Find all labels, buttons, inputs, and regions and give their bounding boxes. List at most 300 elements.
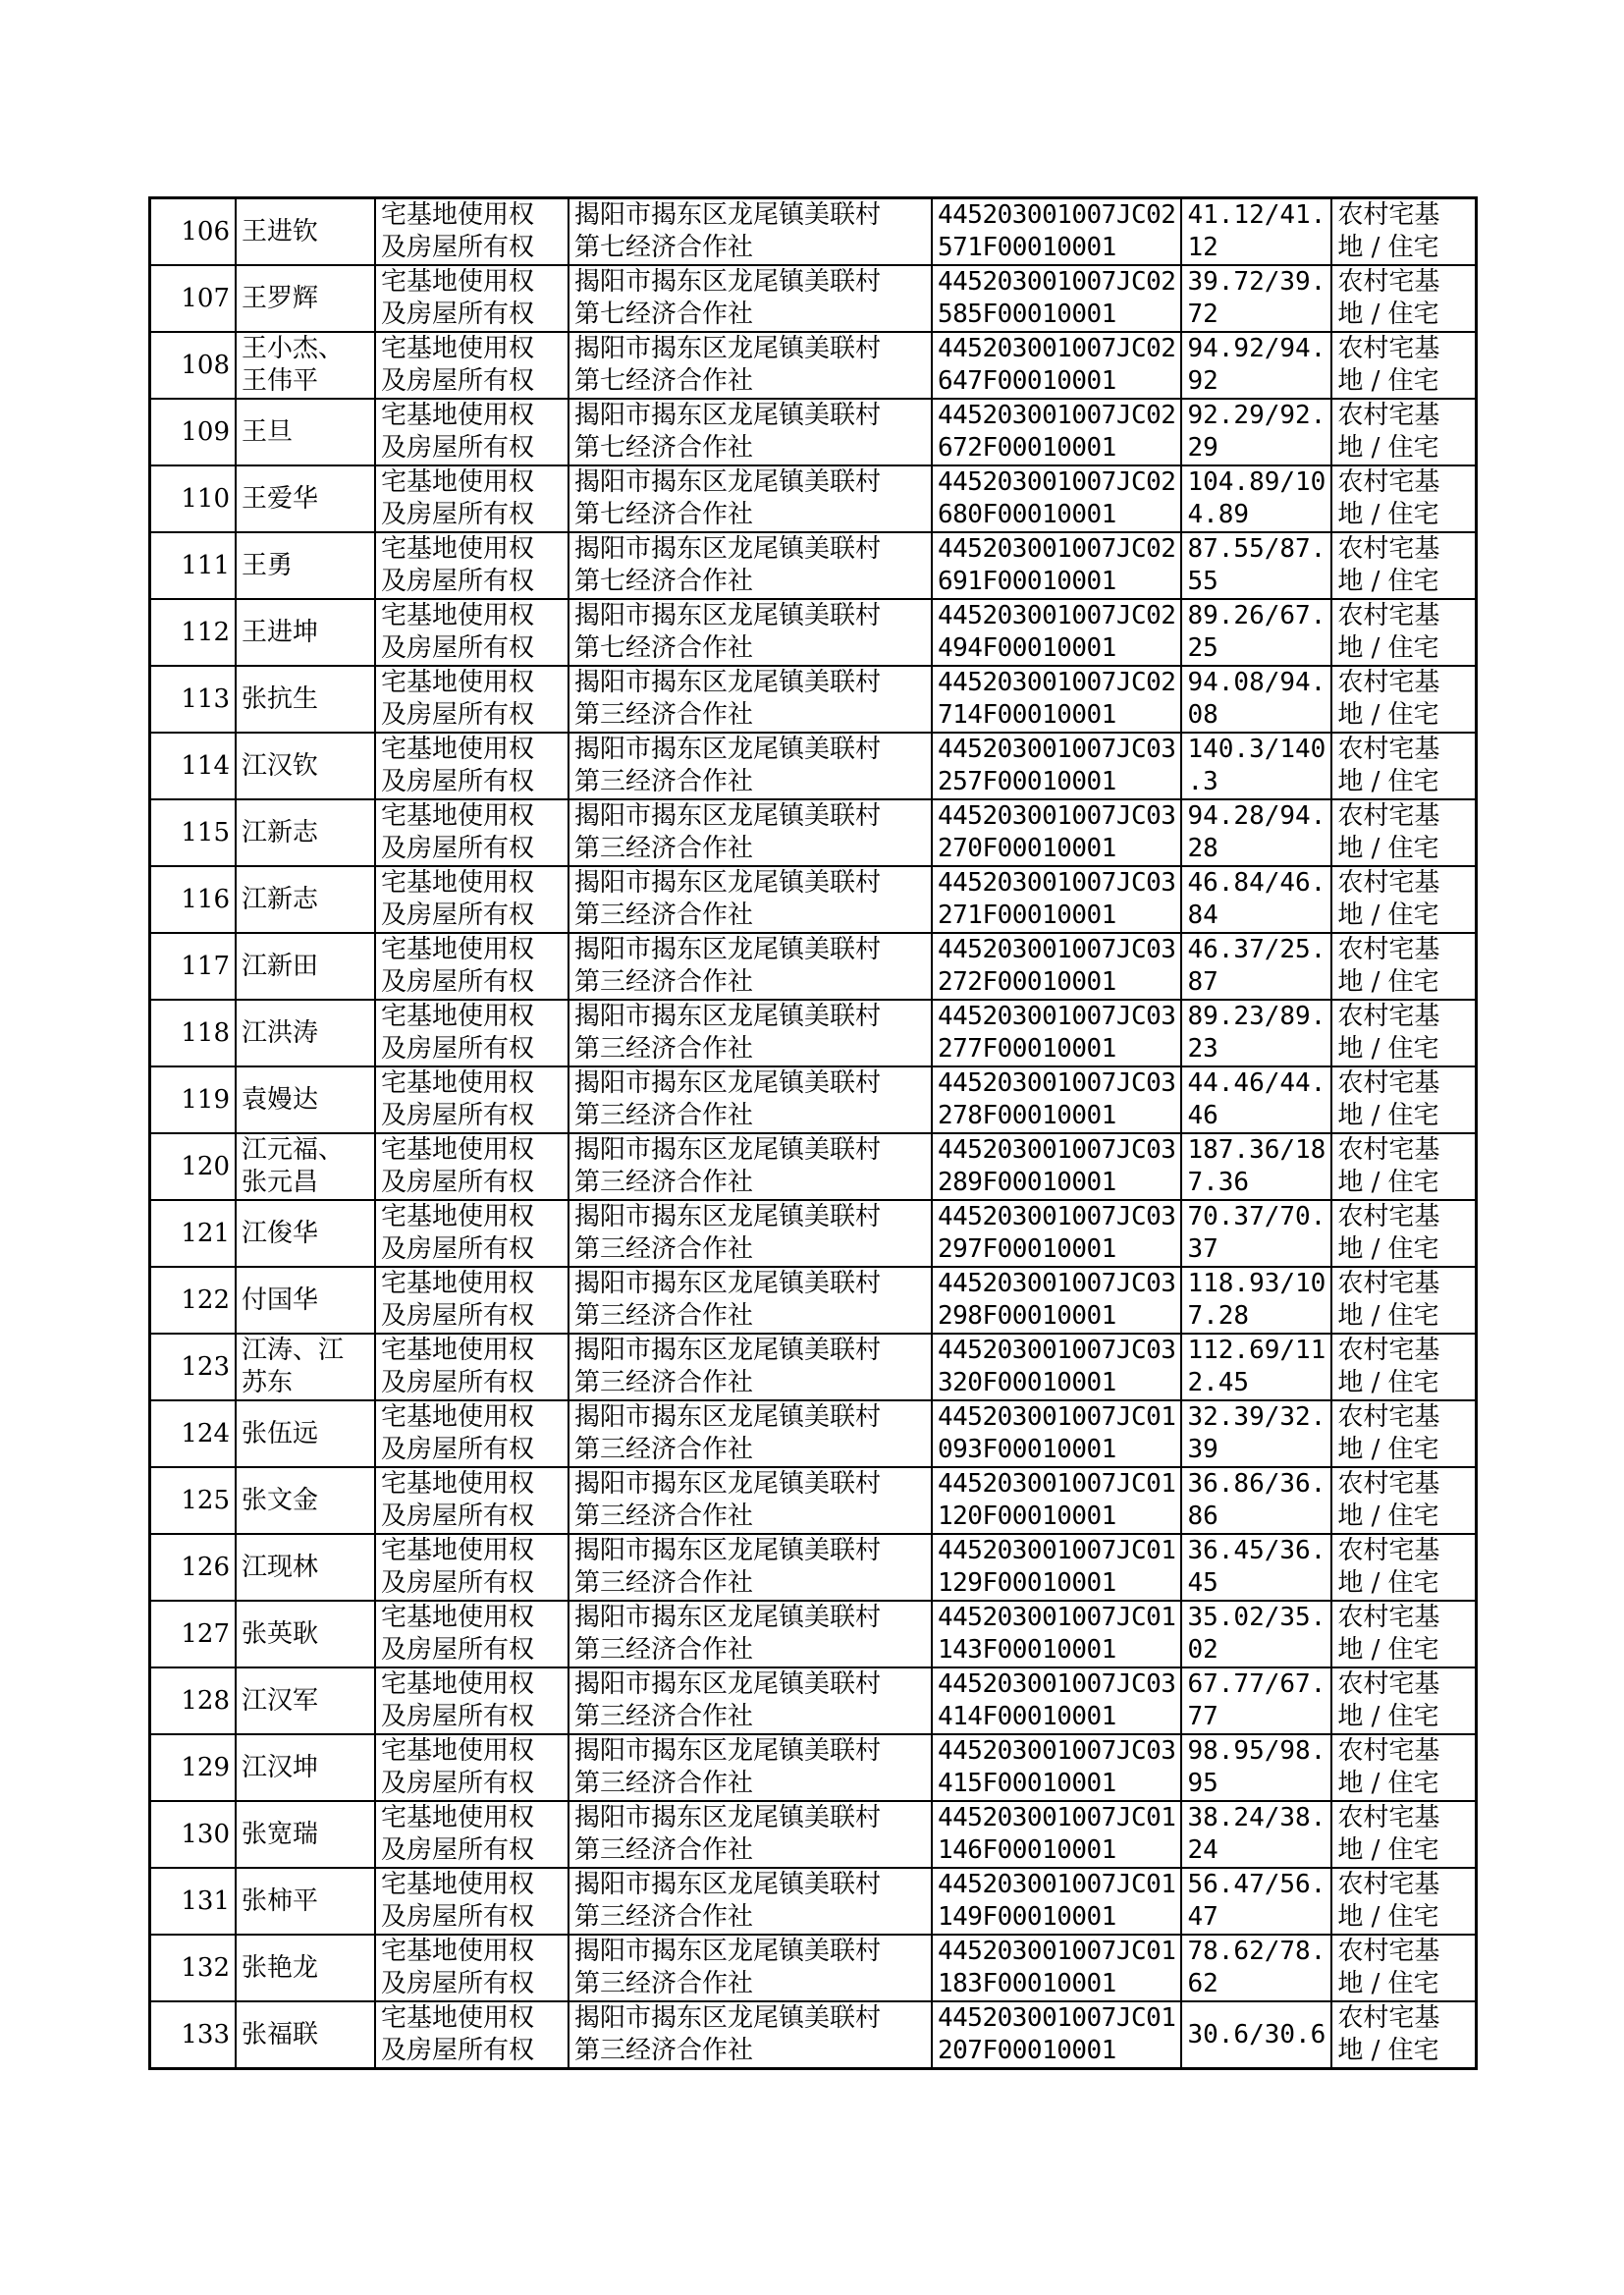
right-type-line: 及房屋所有权 xyxy=(381,901,535,930)
usage-cell xyxy=(1331,532,1477,599)
row-number-text: 125 xyxy=(181,1485,230,1515)
unit-code-line: 445203001007JC01 xyxy=(938,1803,1176,1832)
table-row xyxy=(150,1400,1477,1467)
unit-code-cell xyxy=(932,1801,1181,1868)
usage-line: 农村宅基 xyxy=(1337,1002,1440,1031)
usage-cell xyxy=(1331,198,1477,266)
area-line: .3 xyxy=(1187,767,1218,796)
usage-line: 地 / 住宅 xyxy=(1337,967,1439,997)
usage-line: 农村宅基 xyxy=(1337,200,1440,230)
table-row xyxy=(150,198,1477,266)
usage-line: 农村宅基 xyxy=(1337,1336,1440,1365)
location-line: 第三经济合作社 xyxy=(574,1101,754,1130)
location-line: 第三经济合作社 xyxy=(574,901,754,930)
unit-code-line: 183F00010001 xyxy=(938,1969,1116,1998)
row-number-cell xyxy=(150,1133,237,1200)
table-row xyxy=(150,1801,1477,1868)
area-line: 24 xyxy=(1187,1835,1218,1865)
unit-code-cell xyxy=(932,1133,1181,1200)
area-cell xyxy=(1181,1066,1331,1133)
owner-name-line: 付国华 xyxy=(242,1284,319,1315)
location-cell xyxy=(568,1734,932,1801)
right-type-line: 宅基地使用权 xyxy=(381,1202,535,1231)
location-line: 第三经济合作社 xyxy=(574,967,754,997)
location-line: 第七经济合作社 xyxy=(574,500,754,529)
usage-line: 地 / 住宅 xyxy=(1337,1502,1439,1531)
location-cell xyxy=(568,1400,932,1467)
unit-code-cell xyxy=(932,666,1181,733)
usage-cell xyxy=(1331,1400,1477,1467)
owner-name-cell xyxy=(236,265,375,332)
right-type-line: 宅基地使用权 xyxy=(381,467,535,497)
unit-code-line: 445203001007JC03 xyxy=(938,1669,1176,1699)
area-line: 25 xyxy=(1187,633,1218,663)
row-number-cell xyxy=(150,465,237,532)
right-type-line: 宅基地使用权 xyxy=(381,1002,535,1031)
right-type-line: 及房屋所有权 xyxy=(381,1769,535,1798)
right-type-line: 宅基地使用权 xyxy=(381,1469,535,1499)
unit-code-line: 257F00010001 xyxy=(938,767,1116,796)
usage-line: 农村宅基 xyxy=(1337,801,1440,831)
unit-code-line: 445203001007JC01 xyxy=(938,1402,1176,1432)
location-cell xyxy=(568,198,932,266)
area-cell xyxy=(1181,2001,1331,2069)
unit-code-line: 146F00010001 xyxy=(938,1835,1116,1865)
location-line: 揭阳市揭东区龙尾镇美联村 xyxy=(574,1803,882,1832)
unit-code-line: 445203001007JC03 xyxy=(938,1269,1176,1298)
unit-code-cell xyxy=(932,1868,1181,1935)
usage-line: 农村宅基 xyxy=(1337,1803,1440,1832)
area-line: 4.89 xyxy=(1187,500,1250,529)
right-type-line: 及房屋所有权 xyxy=(381,366,535,396)
area-cell xyxy=(1181,933,1331,1000)
table-row xyxy=(150,1667,1477,1734)
area-line: 67.77/67. xyxy=(1187,1669,1326,1699)
right-type-cell xyxy=(375,799,568,866)
location-cell xyxy=(568,866,932,933)
row-number-text: 107 xyxy=(181,283,230,313)
usage-line: 地 / 住宅 xyxy=(1337,901,1439,930)
usage-line: 地 / 住宅 xyxy=(1337,1368,1439,1397)
right-type-line: 宅基地使用权 xyxy=(381,534,535,564)
area-line: 56.47/56. xyxy=(1187,1870,1326,1899)
row-number-text: 131 xyxy=(181,1885,230,1916)
area-line: 94.28/94. xyxy=(1187,801,1326,831)
unit-code-cell xyxy=(932,1334,1181,1400)
unit-code-line: 445203001007JC03 xyxy=(938,1002,1176,1031)
registry-table xyxy=(148,196,1478,2070)
area-line: 41.12/41. xyxy=(1187,200,1326,230)
area-line: 84 xyxy=(1187,901,1218,930)
area-cell xyxy=(1181,1868,1331,1935)
owner-name-line: 王爱华 xyxy=(242,483,319,514)
location-line: 揭阳市揭东区龙尾镇美联村 xyxy=(574,1002,882,1031)
owner-name-line: 江新志 xyxy=(242,817,319,847)
row-number-cell xyxy=(150,1000,237,1066)
right-type-cell xyxy=(375,332,568,399)
right-type-cell xyxy=(375,1935,568,2001)
usage-line: 农村宅基 xyxy=(1337,334,1440,363)
owner-name-line: 张柿平 xyxy=(242,1885,319,1916)
right-type-line: 及房屋所有权 xyxy=(381,633,535,663)
usage-line: 农村宅基 xyxy=(1337,2003,1440,2033)
usage-line: 农村宅基 xyxy=(1337,534,1440,564)
owner-name-line: 王进钦 xyxy=(242,216,319,246)
location-cell xyxy=(568,1467,932,1534)
area-cell xyxy=(1181,265,1331,332)
owner-name-cell xyxy=(236,733,375,799)
area-cell xyxy=(1181,799,1331,866)
usage-line: 农村宅基 xyxy=(1337,1736,1440,1766)
right-type-line: 及房屋所有权 xyxy=(381,834,535,863)
unit-code-line: 445203001007JC02 xyxy=(938,267,1176,297)
row-number-cell xyxy=(150,1267,237,1334)
owner-name-line: 江俊华 xyxy=(242,1218,319,1248)
usage-line: 地 / 住宅 xyxy=(1337,500,1439,529)
area-line: 08 xyxy=(1187,700,1218,730)
owner-name-line: 苏东 xyxy=(242,1368,294,1397)
unit-code-cell xyxy=(932,1066,1181,1133)
right-type-line: 及房屋所有权 xyxy=(381,500,535,529)
area-line: 39.72/39. xyxy=(1187,267,1326,297)
usage-cell xyxy=(1331,2001,1477,2069)
location-cell xyxy=(568,1868,932,1935)
unit-code-cell xyxy=(932,1400,1181,1467)
area-line: 7.28 xyxy=(1187,1301,1250,1331)
right-type-line: 宅基地使用权 xyxy=(381,1803,535,1832)
unit-code-line: 445203001007JC01 xyxy=(938,2003,1176,2033)
location-line: 第三经济合作社 xyxy=(574,1902,754,1932)
right-type-line: 及房屋所有权 xyxy=(381,1702,535,1731)
right-type-line: 及房屋所有权 xyxy=(381,1435,535,1464)
usage-line: 地 / 住宅 xyxy=(1337,1635,1439,1665)
area-cell xyxy=(1181,1534,1331,1601)
area-cell xyxy=(1181,1801,1331,1868)
unit-code-line: 129F00010001 xyxy=(938,1568,1116,1598)
unit-code-line: 289F00010001 xyxy=(938,1168,1116,1197)
right-type-cell xyxy=(375,1667,568,1734)
right-type-cell xyxy=(375,866,568,933)
usage-line: 地 / 住宅 xyxy=(1337,433,1439,463)
usage-line: 农村宅基 xyxy=(1337,601,1440,630)
usage-cell xyxy=(1331,1200,1477,1267)
owner-name-cell xyxy=(236,532,375,599)
area-line: 12 xyxy=(1187,233,1218,262)
owner-name-cell xyxy=(236,799,375,866)
right-type-cell xyxy=(375,198,568,266)
area-cell xyxy=(1181,1267,1331,1334)
unit-code-line: 415F00010001 xyxy=(938,1769,1116,1798)
row-number-text: 120 xyxy=(181,1151,230,1181)
row-number-text: 128 xyxy=(181,1685,230,1716)
usage-cell xyxy=(1331,1601,1477,1667)
row-number-cell xyxy=(150,666,237,733)
owner-name-cell xyxy=(236,599,375,666)
right-type-cell xyxy=(375,1534,568,1601)
area-cell xyxy=(1181,1734,1331,1801)
right-type-line: 宅基地使用权 xyxy=(381,1336,535,1365)
row-number-cell xyxy=(150,198,237,266)
right-type-line: 宅基地使用权 xyxy=(381,334,535,363)
location-line: 第七经济合作社 xyxy=(574,300,754,329)
area-cell xyxy=(1181,866,1331,933)
owner-name-line: 张福联 xyxy=(242,2019,319,2049)
unit-code-line: 445203001007JC03 xyxy=(938,1068,1176,1098)
right-type-cell xyxy=(375,465,568,532)
owner-name-line: 王旦 xyxy=(242,416,294,447)
location-line: 第三经济合作社 xyxy=(574,834,754,863)
unit-code-line: 445203001007JC02 xyxy=(938,668,1176,697)
location-line: 揭阳市揭东区龙尾镇美联村 xyxy=(574,801,882,831)
location-line: 揭阳市揭东区龙尾镇美联村 xyxy=(574,1870,882,1899)
area-line: 38.24/38. xyxy=(1187,1803,1326,1832)
right-type-line: 及房屋所有权 xyxy=(381,700,535,730)
location-cell xyxy=(568,799,932,866)
unit-code-line: 414F00010001 xyxy=(938,1702,1116,1731)
row-number-text: 121 xyxy=(181,1218,230,1248)
unit-code-line: 297F00010001 xyxy=(938,1234,1116,1264)
right-type-line: 及房屋所有权 xyxy=(381,1301,535,1331)
row-number-text: 114 xyxy=(181,750,230,781)
right-type-line: 及房屋所有权 xyxy=(381,1902,535,1932)
area-cell xyxy=(1181,599,1331,666)
row-number-text: 110 xyxy=(181,483,230,514)
table-row xyxy=(150,1200,1477,1267)
table-row xyxy=(150,265,1477,332)
owner-name-line: 袁嫚达 xyxy=(242,1084,319,1115)
area-line: 98.95/98. xyxy=(1187,1736,1326,1766)
usage-line: 地 / 住宅 xyxy=(1337,1835,1439,1865)
unit-code-line: 494F00010001 xyxy=(938,633,1116,663)
unit-code-line: 680F00010001 xyxy=(938,500,1116,529)
table-row xyxy=(150,933,1477,1000)
row-number-cell xyxy=(150,532,237,599)
table-row xyxy=(150,1267,1477,1334)
area-cell xyxy=(1181,399,1331,465)
area-cell xyxy=(1181,532,1331,599)
usage-line: 地 / 住宅 xyxy=(1337,700,1439,730)
location-line: 揭阳市揭东区龙尾镇美联村 xyxy=(574,1336,882,1365)
location-cell xyxy=(568,1667,932,1734)
row-number-cell xyxy=(150,1334,237,1400)
row-number-text: 129 xyxy=(181,1752,230,1782)
table-row xyxy=(150,1601,1477,1667)
usage-cell xyxy=(1331,1868,1477,1935)
owner-name-cell xyxy=(236,1935,375,2001)
unit-code-line: 445203001007JC03 xyxy=(938,1202,1176,1231)
right-type-line: 宅基地使用权 xyxy=(381,601,535,630)
owner-name-cell xyxy=(236,1534,375,1601)
row-number-cell xyxy=(150,1066,237,1133)
right-type-line: 及房屋所有权 xyxy=(381,1368,535,1397)
usage-cell xyxy=(1331,799,1477,866)
area-line: 36.45/36. xyxy=(1187,1536,1326,1565)
right-type-line: 及房屋所有权 xyxy=(381,1568,535,1598)
unit-code-line: 691F00010001 xyxy=(938,567,1116,596)
usage-line: 地 / 住宅 xyxy=(1337,1568,1439,1598)
unit-code-line: 298F00010001 xyxy=(938,1301,1116,1331)
owner-name-cell xyxy=(236,332,375,399)
usage-line: 地 / 住宅 xyxy=(1337,633,1439,663)
usage-line: 农村宅基 xyxy=(1337,401,1440,430)
right-type-line: 及房屋所有权 xyxy=(381,567,535,596)
unit-code-line: 445203001007JC03 xyxy=(938,935,1176,964)
row-number-text: 115 xyxy=(181,817,230,847)
location-line: 揭阳市揭东区龙尾镇美联村 xyxy=(574,1402,882,1432)
row-number-cell xyxy=(150,933,237,1000)
usage-cell xyxy=(1331,599,1477,666)
owner-name-cell xyxy=(236,1467,375,1534)
usage-line: 农村宅基 xyxy=(1337,1603,1440,1632)
table-row xyxy=(150,799,1477,866)
right-type-cell xyxy=(375,1200,568,1267)
usage-line: 农村宅基 xyxy=(1337,1536,1440,1565)
unit-code-line: 445203001007JC03 xyxy=(938,735,1176,764)
location-cell xyxy=(568,1935,932,2001)
right-type-line: 宅基地使用权 xyxy=(381,1870,535,1899)
area-line: 87.55/87. xyxy=(1187,534,1326,564)
area-cell xyxy=(1181,1334,1331,1400)
unit-code-line: 277F00010001 xyxy=(938,1034,1116,1064)
unit-code-cell xyxy=(932,799,1181,866)
area-line: 87 xyxy=(1187,967,1218,997)
location-cell xyxy=(568,666,932,733)
area-line: 28 xyxy=(1187,834,1218,863)
usage-line: 地 / 住宅 xyxy=(1337,1101,1439,1130)
usage-cell xyxy=(1331,1534,1477,1601)
owner-name-line: 江元福、 xyxy=(242,1135,345,1165)
area-line: 35.02/35. xyxy=(1187,1603,1326,1632)
right-type-line: 宅基地使用权 xyxy=(381,200,535,230)
location-line: 第三经济合作社 xyxy=(574,700,754,730)
usage-cell xyxy=(1331,1334,1477,1400)
table-row xyxy=(150,1868,1477,1935)
unit-code-line: 445203001007JC01 xyxy=(938,1937,1176,1966)
area-line: 44.46/44. xyxy=(1187,1068,1326,1098)
location-line: 揭阳市揭东区龙尾镇美联村 xyxy=(574,1536,882,1565)
area-line: 46 xyxy=(1187,1101,1218,1130)
row-number-cell xyxy=(150,399,237,465)
unit-code-line: 445203001007JC01 xyxy=(938,1870,1176,1899)
right-type-cell xyxy=(375,1601,568,1667)
location-cell xyxy=(568,1334,932,1400)
usage-line: 地 / 住宅 xyxy=(1337,1769,1439,1798)
registry-table-body xyxy=(150,198,1477,2069)
right-type-cell xyxy=(375,599,568,666)
owner-name-cell xyxy=(236,933,375,1000)
table-row xyxy=(150,465,1477,532)
area-line: 89.26/67. xyxy=(1187,601,1326,630)
owner-name-line: 王小杰、 xyxy=(242,334,345,363)
area-line: 7.36 xyxy=(1187,1168,1250,1197)
location-line: 第三经济合作社 xyxy=(574,1034,754,1064)
usage-line: 地 / 住宅 xyxy=(1337,1234,1439,1264)
location-line: 揭阳市揭东区龙尾镇美联村 xyxy=(574,668,882,697)
usage-line: 农村宅基 xyxy=(1337,1269,1440,1298)
area-line: 39 xyxy=(1187,1435,1218,1464)
location-cell xyxy=(568,733,932,799)
table-row xyxy=(150,532,1477,599)
unit-code-line: 445203001007JC03 xyxy=(938,1135,1176,1165)
owner-name-line: 王进坤 xyxy=(242,617,319,647)
location-line: 第三经济合作社 xyxy=(574,1502,754,1531)
right-type-cell xyxy=(375,1066,568,1133)
owner-name-cell xyxy=(236,1334,375,1400)
location-cell xyxy=(568,1133,932,1200)
owner-name-line: 张宽瑞 xyxy=(242,1819,319,1849)
unit-code-line: 571F00010001 xyxy=(938,233,1116,262)
unit-code-cell xyxy=(932,265,1181,332)
row-number-text: 109 xyxy=(181,416,230,447)
owner-name-line: 张元昌 xyxy=(242,1168,319,1197)
table-row xyxy=(150,1334,1477,1400)
right-type-cell xyxy=(375,1400,568,1467)
unit-code-line: 672F00010001 xyxy=(938,433,1116,463)
right-type-line: 宅基地使用权 xyxy=(381,801,535,831)
owner-name-cell xyxy=(236,1601,375,1667)
location-cell xyxy=(568,1534,932,1601)
unit-code-cell xyxy=(932,1200,1181,1267)
location-line: 第三经济合作社 xyxy=(574,1835,754,1865)
unit-code-line: 714F00010001 xyxy=(938,700,1116,730)
location-line: 第三经济合作社 xyxy=(574,1234,754,1264)
right-type-cell xyxy=(375,1000,568,1066)
usage-cell xyxy=(1331,1801,1477,1868)
row-number-text: 113 xyxy=(181,683,230,714)
owner-name-line: 江涛、江 xyxy=(242,1336,345,1365)
unit-code-line: 320F00010001 xyxy=(938,1368,1116,1397)
unit-code-cell xyxy=(932,733,1181,799)
unit-code-cell xyxy=(932,1601,1181,1667)
location-cell xyxy=(568,1000,932,1066)
owner-name-cell xyxy=(236,1667,375,1734)
area-cell xyxy=(1181,1200,1331,1267)
owner-name-line: 张英耿 xyxy=(242,1618,319,1649)
table-row xyxy=(150,733,1477,799)
area-line: 70.37/70. xyxy=(1187,1202,1326,1231)
table-row xyxy=(150,1000,1477,1066)
unit-code-line: 445203001007JC02 xyxy=(938,467,1176,497)
unit-code-line: 149F00010001 xyxy=(938,1902,1116,1932)
area-line: 02 xyxy=(1187,1635,1218,1665)
owner-name-line: 张抗生 xyxy=(242,683,319,714)
usage-line: 农村宅基 xyxy=(1337,1669,1440,1699)
usage-line: 农村宅基 xyxy=(1337,267,1440,297)
row-number-text: 117 xyxy=(181,951,230,981)
right-type-line: 及房屋所有权 xyxy=(381,1101,535,1130)
location-cell xyxy=(568,532,932,599)
row-number-text: 111 xyxy=(181,550,230,580)
area-cell xyxy=(1181,465,1331,532)
location-line: 第三经济合作社 xyxy=(574,1568,754,1598)
owner-name-line: 王勇 xyxy=(242,550,294,580)
owner-name-line: 江汉钦 xyxy=(242,750,319,781)
unit-code-line: 585F00010001 xyxy=(938,300,1116,329)
location-line: 第三经济合作社 xyxy=(574,1635,754,1665)
unit-code-line: 445203001007JC03 xyxy=(938,801,1176,831)
right-type-line: 及房屋所有权 xyxy=(381,1168,535,1197)
usage-line: 地 / 住宅 xyxy=(1337,767,1439,796)
row-number-text: 126 xyxy=(181,1552,230,1582)
owner-name-line: 江洪涛 xyxy=(242,1017,319,1048)
owner-name-line: 江现林 xyxy=(242,1552,319,1582)
table-row xyxy=(150,332,1477,399)
area-cell xyxy=(1181,1935,1331,2001)
usage-cell xyxy=(1331,1133,1477,1200)
row-number-cell xyxy=(150,332,237,399)
usage-line: 农村宅基 xyxy=(1337,467,1440,497)
unit-code-line: 143F00010001 xyxy=(938,1635,1116,1665)
